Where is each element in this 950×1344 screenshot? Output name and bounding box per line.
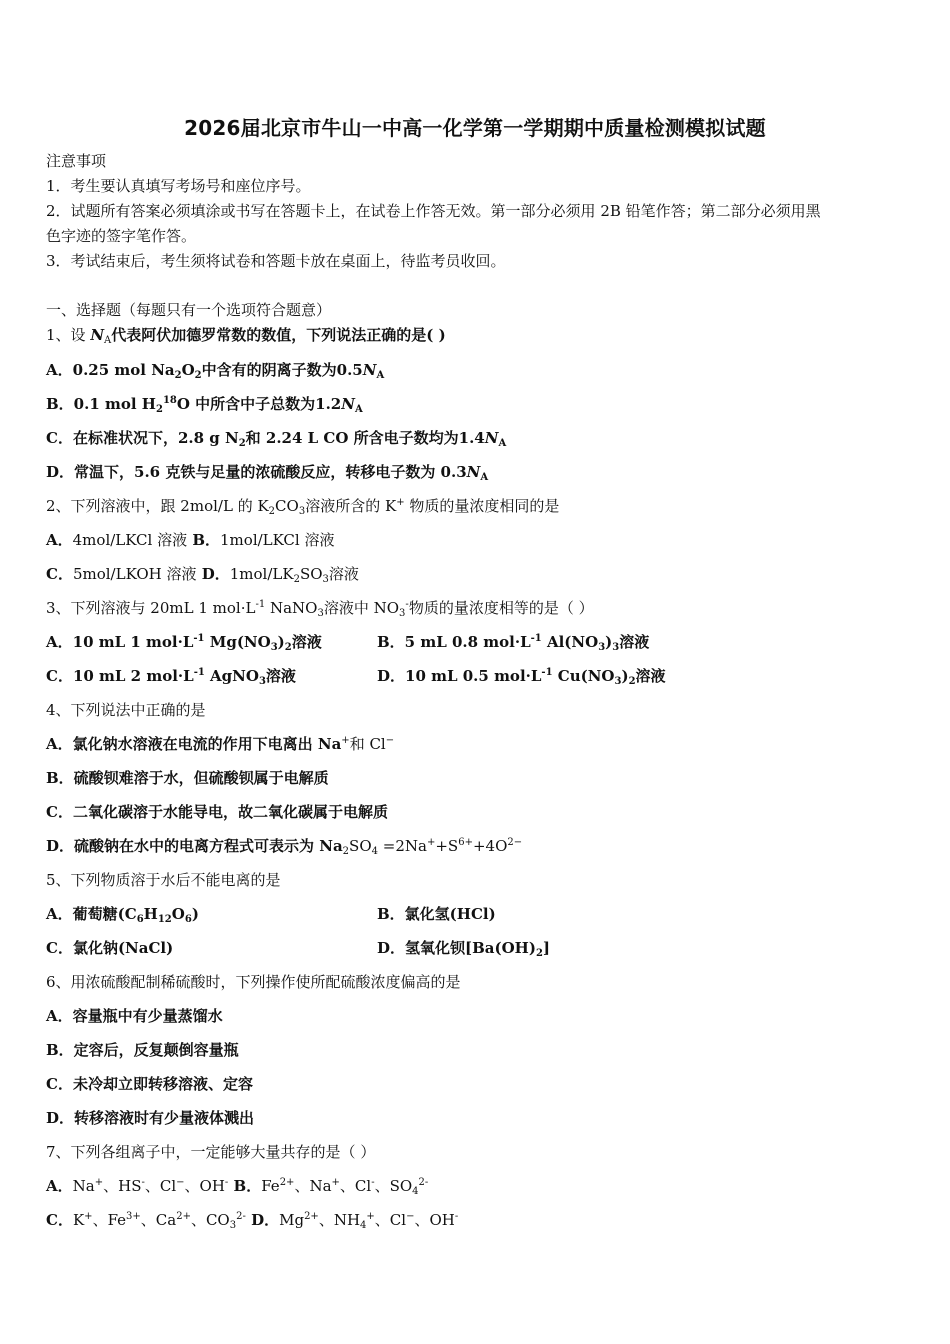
notice-item-3: 3．考试结束后，考生须将试卷和答题卡放在桌面上，待监考员收回。 [46, 252, 506, 270]
q7-options-cd[interactable]: C．K+、$Fe^{3+}$、$Ca^{2+}$、$CO_3^{2-}$ D．$Mg^{2+}$、$NH_4^+$、Cl−、OH- [46, 1211, 459, 1231]
notice-heading: 注意事项 [46, 152, 107, 170]
section-heading: 一、选择题（每题只有一个选项符合题意） [46, 301, 332, 319]
q2-stem: 2、下列溶液中，跟 2mol/L 的 $K_2CO_3$溶液所含的 K+ 物质的量浓度相同的是 [46, 497, 560, 517]
q3-option-a[interactable]: A．10 mL 1 $mol\cdot L^{-1}$ $Mg(NO_3)_2$溶液 [46, 633, 322, 653]
q5-option-a[interactable]: A．葡萄糖$(C_6H_{12}O_6)$ [46, 905, 199, 925]
q6-option-c[interactable]: C．未冷却立即转移溶液、定容 [46, 1075, 253, 1093]
q4-option-d[interactable]: D．硫酸钠在水中的电离方程式可表示为 $Na_2SO_4 =2Na^++S^{6+}+4O^{2-}$ [46, 837, 523, 857]
q1-stem: 1、设 $N_A$代表阿伏加德罗常数的数值，下列说法正确的是( ) [46, 326, 446, 346]
q6-option-b[interactable]: B．定容后，反复颠倒容量瓶 [46, 1041, 239, 1059]
q6-option-d[interactable]: D．转移溶液时有少量液体溅出 [46, 1109, 255, 1127]
q7-options-ab[interactable]: A．Na+、HS-、Cl−、OH- B．$Fe^{2+}$、Na+、Cl-、$SO_4^{2-}$ [46, 1177, 429, 1197]
q3-option-d[interactable]: D．10 mL 0.5 $mol\cdot L^{-1}$ $Cu(NO_3)_2$溶液 [377, 667, 666, 687]
q5-stem: 5、下列物质溶于水后不能电离的是 [46, 871, 281, 889]
notice-item-1: 1．考生要认真填写考场号和座位序号。 [46, 177, 311, 195]
q5-option-d[interactable]: D．氢氧化钡$[Ba(OH)_2]$ [377, 939, 551, 959]
q3-option-c[interactable]: C．10 mL 2 $mol\cdot L^{-1}$ AgNO$_3$溶液 [46, 667, 296, 687]
notice-item-2: 2．试题所有答案必须填涂或书写在答题卡上，在试卷上作答无效。第一部分必须用 2B 铅笔作答；第二部分必须用黑 [46, 202, 821, 220]
q4-option-c[interactable]: C．二氧化碳溶于水能导电，故二氧化碳属于电解质 [46, 803, 388, 821]
q4-stem: 4、下列说法中正确的是 [46, 701, 206, 719]
q4-option-b[interactable]: B．硫酸钡难溶于水，但硫酸钡属于电解质 [46, 769, 329, 787]
q3-option-b[interactable]: B．5 mL 0.8 $mol\cdot L^{-1}$ $Al(NO_3)_3$溶液 [377, 633, 650, 653]
q5-option-b[interactable]: B．氯化氢(HCl) [377, 905, 496, 923]
q1-option-a[interactable]: A．0.25 mol $Na_2O_2$中含有的阴离子数为$0.5N_A$ [46, 361, 385, 381]
notice-item-2-cont: 色字迹的签字笔作答。 [46, 227, 197, 245]
q6-stem: 6、用浓硫酸配制稀硫酸时，下列操作使所配硫酸浓度偏高的是 [46, 973, 461, 991]
page-title: 2026届北京市牛山一中高一化学第一学期期中质量检测模拟试题 [184, 116, 766, 140]
q2-options-cd[interactable]: C．5mol/LKOH 溶液 D．$1mol/LK_2SO_3$溶液 [46, 565, 359, 585]
q3-stem: 3、下列溶液与 20mL 1 $mol\cdot L^{-1}$ NaNO$_3$溶液中 $NO_3^-$物质的量浓度相等的是（ ） [46, 599, 594, 619]
q2-options-ab[interactable]: A．4mol/LKCl 溶液 B．1mol/LKCl 溶液 [46, 531, 335, 549]
q1-option-d[interactable]: D．常温下，5.6 克铁与足量的浓硫酸反应，转移电子数为 $0.3N_A$ [46, 463, 489, 483]
q5-option-c[interactable]: C．氯化钠(NaCl) [46, 939, 174, 957]
q6-option-a[interactable]: A．容量瓶中有少量蒸馏水 [46, 1007, 223, 1025]
q1-option-c[interactable]: C．在标准状况下，2.8 g $N_2$和 2.24 L CO 所含电子数均为$1.4N_A$ [46, 429, 507, 449]
q1-option-b[interactable]: B．0.1 mol $H_2^{18}O$ 中所含中子总数为$1.2N_A$ [46, 395, 363, 415]
q4-option-a[interactable]: A．氯化钠水溶液在电流的作用下电离出 Na+和 Cl− [46, 735, 395, 753]
q7-stem: 7、下列各组离子中，一定能够大量共存的是（ ） [46, 1143, 376, 1161]
